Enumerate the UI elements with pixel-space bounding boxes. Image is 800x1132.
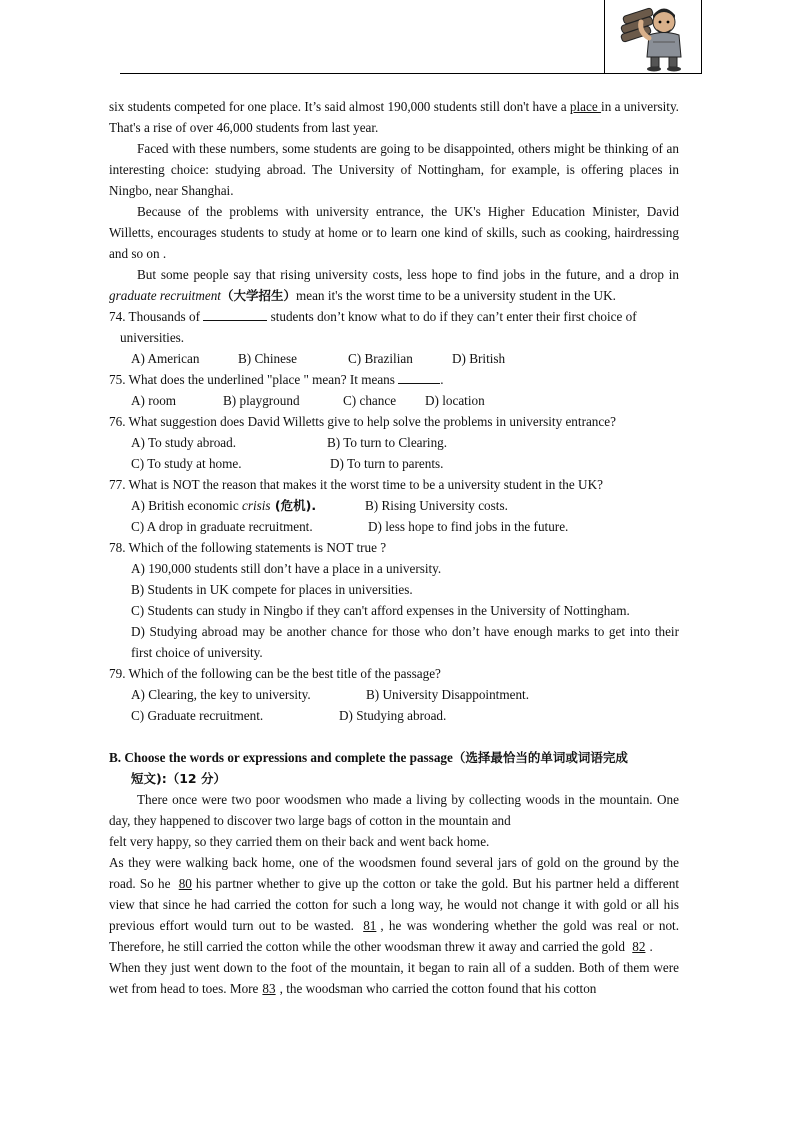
section-b-paragraph-1: There once were two poor woodsmen who made a living by collecting woods in the mountain. One day, they happened to discover two large bags of cotton in the mountain and [109, 792, 679, 828]
passage-a-paragraph-1-end: six students competed for one place. It’s said almost 190,000 students still don't have a place in a university. That's a rise of over 46,000 students from last year. [109, 99, 679, 135]
passage-a-paragraph-4: But some people say that rising university costs, less hope to find jobs in the future, and a drop in graduate recruitment（大学招生）mean it's the worst time to be a university student in the UK. [109, 267, 679, 303]
graduate-recruitment-term: graduate recruitment [109, 288, 221, 303]
question-76-stem: 76. What suggestion does David Willetts give to help solve the problems in university entrance? [109, 414, 616, 429]
answer-blank [203, 306, 267, 321]
section-b-paragraph-1-cont: felt very happy, so they carried them on their back and went back home. [109, 834, 490, 849]
question-78-statement-c: C) Students can study in Ningbo if they can't afford expenses in the University of Nottingham. [131, 603, 630, 618]
document-body [109, 96, 679, 999]
header-rule [120, 73, 604, 74]
section-b-paragraph-3: When they just went down to the foot of the mountain, it began to rain all of a sudden. Both of them were wet from head to toes. More 83 , the woodsman who carried the cotton found that his cotton [109, 960, 679, 996]
woodsman-cartoon-icon [609, 2, 699, 72]
passage-a-paragraph-2: Faced with these numbers, some students are going to be disappointed, others might be thinking of an interesting choice: studying abroad. The University of Nottingham, for example, is offering places in Ningbo, near Shanghai. [109, 141, 679, 198]
blank-80: 80 [178, 876, 192, 891]
question-75-stem: 75. What does the underlined "place " mean? It means . [109, 369, 679, 390]
underlined-place-word: place [569, 99, 602, 114]
question-78-statement-d: D) Studying abroad may be another chance for those who don’t have enough marks to get into their first choice of university. [131, 624, 679, 660]
passage-a-paragraph-3: Because of the problems with university entrance, the UK's Higher Education Minister, David Willetts, encourages students to study at home or to learn one kind of skills, such as cooking, hairdressing and so on . [109, 204, 679, 261]
question-77-stem: 77. What is NOT the reason that makes it the worst time to be a university student in the UK? [109, 477, 603, 492]
section-b-paragraph-2: As they were walking back home, one of the woodsmen found several jars of gold on the ground by the road. So he 80 his partner whether to give up the cotton or take the gold. But his partner held a different view that since he had carried the cotton for such a long way, he would not change it with gold or all his previous effort would turn out to be wasted. 81 , he was wondering whether the gold was real or not. Therefore, he still carried the cotton while the other woodsman threw it away and carried the gold 82 . [109, 855, 679, 954]
question-79-options-ab: A) Clearing, the key to university. B) University Disappointment. [131, 687, 529, 702]
question-74-options: A) American B) Chinese C) Brazilian D) British [131, 351, 506, 366]
answer-blank [398, 369, 440, 384]
question-76-options-ab: A) To study abroad. B) To turn to Clearing. [131, 435, 448, 450]
question-76-options-cd: C) To study at home. D) To turn to parents. [131, 456, 444, 471]
question-78-statement-a: A) 190,000 students still don’t have a place in a university. [131, 561, 442, 576]
question-78-stem: 78. Which of the following statements is NOT true ? [109, 540, 387, 555]
question-75-options: A) room B) playground C) chance D) location [131, 393, 485, 408]
question-74-stem-cont: universities. [120, 330, 185, 345]
section-b-title-cont: 短文):（12 分） [131, 771, 226, 786]
header-logo-box [604, 0, 702, 74]
blank-82: 82 [632, 939, 646, 954]
section-b-title: B. Choose the words or expressions and complete the passage（选择最恰当的单词或词语完成 [109, 750, 628, 765]
question-78-statement-b: B) Students in UK compete for places in universities. [131, 582, 413, 597]
question-77-options-ab: A) British economic crisis (危机). B) Rising University costs. [131, 498, 508, 513]
question-79-options-cd: C) Graduate recruitment. D) Studying abroad. [131, 708, 447, 723]
blank-83: 83 [262, 981, 276, 996]
question-77-options-cd: C) A drop in graduate recruitment. D) less hope to find jobs in the future. [131, 519, 569, 534]
blank-81: 81 [363, 918, 377, 933]
question-79-stem: 79. Which of the following can be the best title of the passage? [109, 666, 441, 681]
question-74-stem: 74. Thousands of students don’t know what to do if they can’t enter their first choice of [109, 306, 679, 327]
